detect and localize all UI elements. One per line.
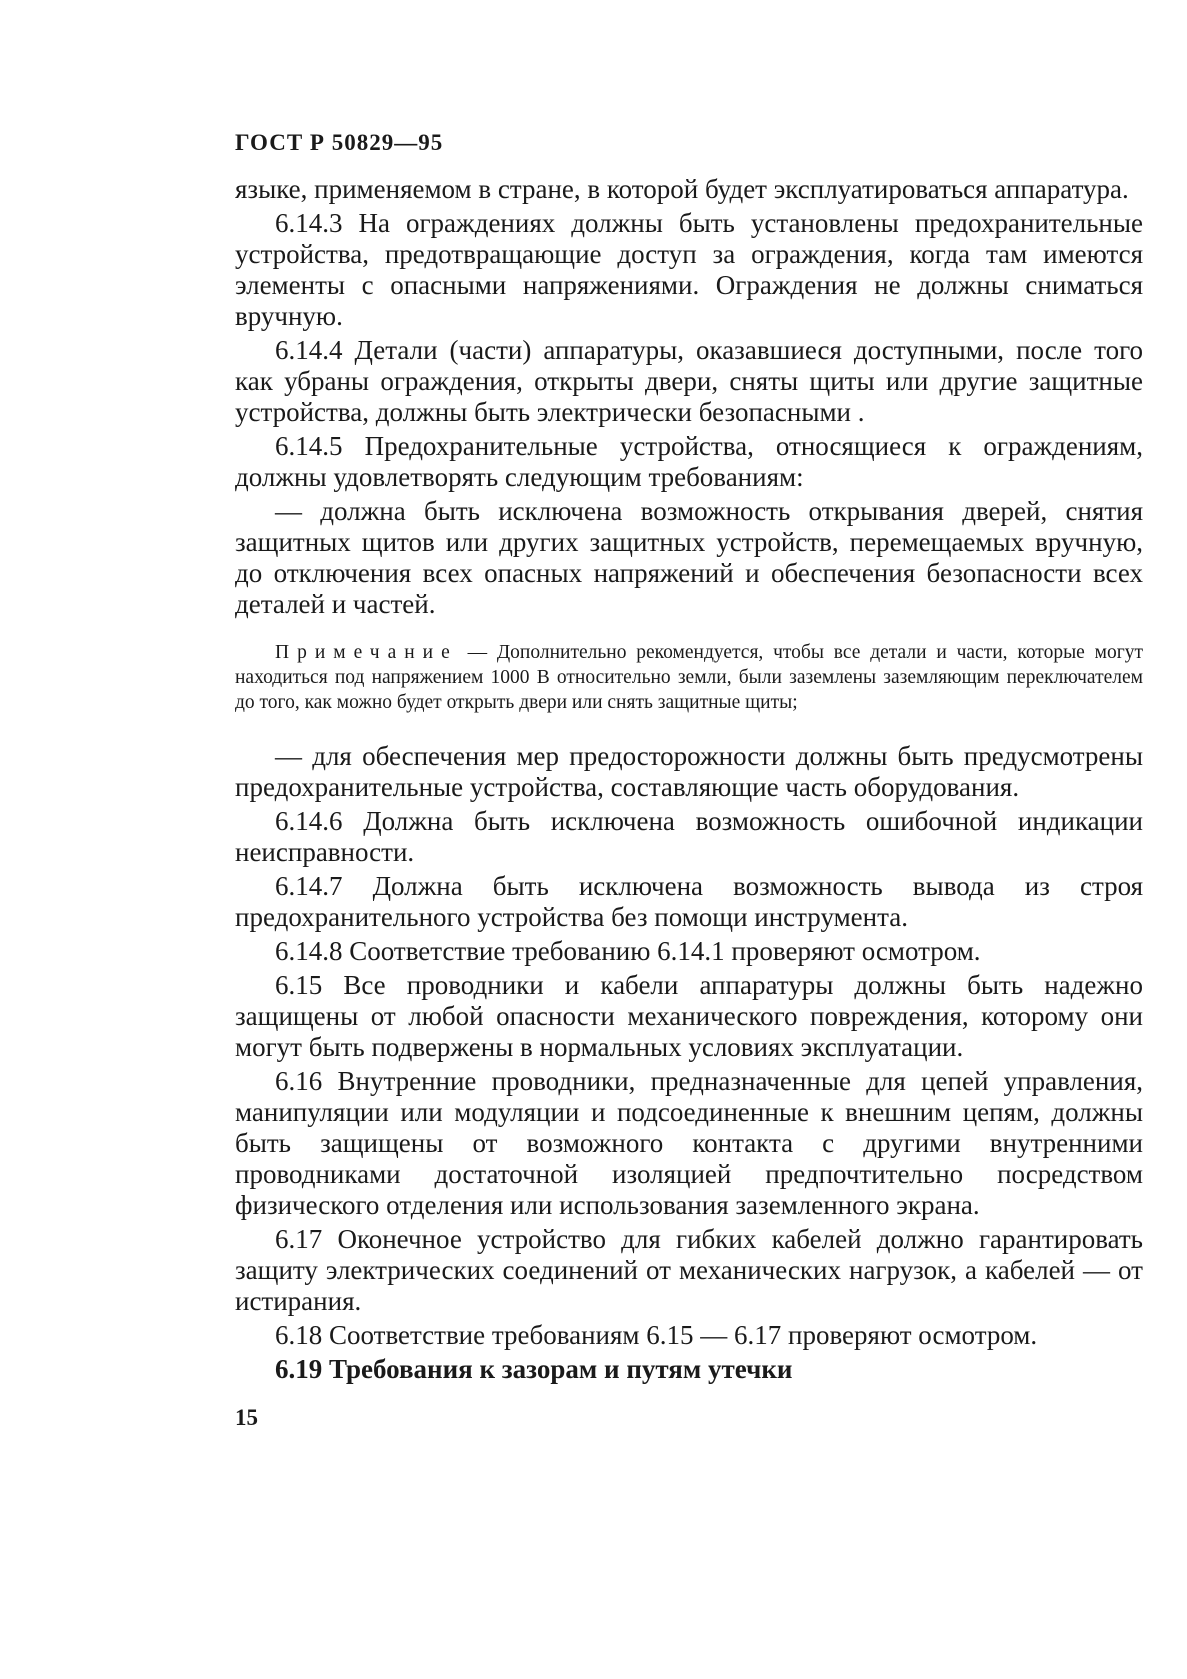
paragraph-6-18: 6.18 Соответствие требованиям 6.15 — 6.17 проверяют осмотром. [275,1320,1038,1350]
note-label: Примечание [275,642,458,663]
paragraph-6-15: 6.15 Все проводники и кабели аппаратуры должны быть надежно защищены от любой опасности механического повреждения, которому они могут быть подвержены в нормальных условиях эксплуатации. [235,970,1143,1062]
paragraph-6-14-5: 6.14.5 Предохранительные устройства, относящиеся к ограждениям, должны удовлетворять следующим требованиям: [235,431,1143,492]
note-text: — Дополнительно рекомендуется, чтобы все детали и части, которые могут находиться под напряжением 1000 В относительно земли, были заземлены заземляющим переключателем до того, как можно будет открыть двери или снять защитные щиты; [235,642,1143,713]
page-number: 15 [235,1405,258,1430]
document-page [235,130,1143,1431]
paragraph-6-14-8: 6.14.8 Соответствие требованию 6.14.1 проверяют осмотром. [275,936,981,966]
paragraph-requirement-doors: — должна быть исключена возможность открывания дверей, снятия защитных щитов или других защитных устройств, перемещаемых вручную, до отключения всех опасных напряжений и обеспечения безопасности всех деталей и частей. [235,496,1143,619]
paragraph-6-14-4: 6.14.4 Детали (части) аппаратуры, оказавшиеся доступными, после того как убраны ограждения, открыты двери, сняты щиты или другие защитные устройства, должны быть электрически безопасными . [235,335,1143,427]
note-block [235,640,1143,715]
paragraph-continuation: языке, применяемом в стране, в которой будет эксплуатироваться аппаратура. [235,174,1129,204]
paragraph-6-14-7: 6.14.7 Должна быть исключена возможность вывода из строя предохранительного устройства без помощи инструмента. [235,871,1143,932]
section-heading-6-19: 6.19 Требования к зазорам и путям утечки [275,1354,793,1384]
paragraph-requirement-devices: — для обеспечения мер предосторожности должны быть предусмотрены предохранительные устройства, составляющие часть оборудования. [235,741,1143,802]
paragraph-6-14-3: 6.14.3 На ограждениях должны быть установлены предохранительные устройства, предотвращающие доступ за ограждения, когда там имеются элементы с опасными напряжениями. Ограждения не должны сниматься вручную. [235,208,1143,331]
paragraph-6-14-6: 6.14.6 Должна быть исключена возможность ошибочной индикации неисправности. [235,806,1143,867]
paragraph-6-16: 6.16 Внутренние проводники, предназначенные для цепей управления, манипуляции или модуляции и подсоединенные к внешним цепям, должны быть защищены от возможного контакта с другими внутренними проводниками достаточной изоляцией предпочтительно посредством физического отделения или использования заземленного экрана. [235,1066,1143,1220]
paragraph-6-17: 6.17 Оконечное устройство для гибких кабелей должно гарантировать защиту электрических соединений от механических нагрузок, а кабелей — от истирания. [235,1224,1143,1316]
document-header: ГОСТ Р 50829—95 [235,130,444,155]
